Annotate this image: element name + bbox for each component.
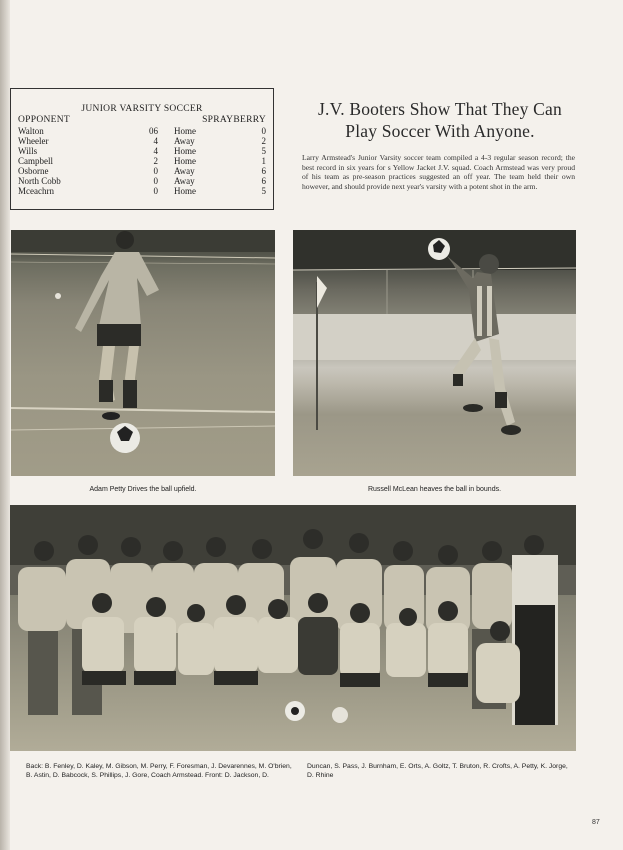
page-number: 87 [592, 819, 600, 826]
game-location: Home [174, 186, 196, 196]
score-row [18, 146, 266, 156]
photo-player-dribbling [11, 230, 275, 476]
headline-line-1: J.V. Booters Show That They Can [318, 99, 562, 119]
opponent-name: Walton [18, 126, 44, 136]
opponent-name: Campbell [18, 156, 53, 166]
opponent-name: Mceachrn [18, 186, 54, 196]
photo-player-dribbling-art [11, 230, 275, 476]
score-row [18, 156, 266, 166]
score-table-title: JUNIOR VARSITY SOCCER [81, 104, 203, 114]
caption-photo-2: Russell McLean heaves the ball in bounds. [367, 486, 502, 493]
headline-line-2: Play Soccer With Anyone. [345, 121, 535, 141]
sprayberry-score: 6 [261, 166, 266, 176]
score-row [18, 166, 266, 176]
photo-team [10, 505, 576, 751]
sprayberry-score: 2 [261, 136, 266, 146]
opponent-name: Osborne [18, 166, 49, 176]
score-rows [18, 126, 266, 196]
opponent-score: 4 [153, 146, 158, 156]
opponent-score: 0 [153, 166, 158, 176]
opponent-name: Wills [18, 146, 38, 156]
sprayberry-score: 5 [261, 186, 266, 196]
sprayberry-score: 0 [261, 126, 266, 136]
sprayberry-score: 6 [261, 176, 266, 186]
caption-team-names: Back: B. Fenley, D. Kaley, M. Gibson, M. Perry, F. Foresman, J. Devarennes, M. O'brien, B. Astin, D. Babcock, S. Phillips, J. Gore, Coach Armstead. Front: D. Jackson, D. Duncan, S. Pass, J. Burnham, E. Orts, A. Goltz, T. Bruton, R. Crofts, A. Petty, K. Jorge, D. Rhine [26, 763, 568, 779]
opponent-score: 0 [153, 176, 158, 186]
opponent-score: 2 [153, 156, 158, 166]
game-location: Home [174, 146, 196, 156]
headline [295, 98, 585, 142]
page-gutter [0, 0, 10, 850]
caption-photo-1: Adam Petty Drives the ball upfield. [89, 486, 197, 493]
article-body: Larry Armstead's Junior Varsity soccer team compiled a 4-3 regular season record; the best record in six years for s Yellow Jacket J.V. squad. Coach Armstead was very proud of his team as pre-season practices suggested an off year. The team held their own however, and should provide next year's varsity with a potent shot in the arm. [302, 153, 575, 191]
opponent-score: 06 [149, 126, 158, 136]
sprayberry-score: 1 [261, 156, 266, 166]
opponent-name: North Cobb [18, 176, 61, 186]
game-location: Home [174, 156, 196, 166]
score-row [18, 126, 266, 136]
game-location: Away [174, 136, 195, 146]
opponent-score: 0 [153, 186, 158, 196]
photo-player-throw-in [293, 230, 576, 476]
score-row [18, 186, 266, 196]
score-table [10, 88, 274, 210]
score-header-opponent: OPPONENT [18, 115, 71, 125]
game-location: Away [174, 176, 195, 186]
photo-player-throw-in-art [293, 230, 576, 476]
game-location: Home [174, 126, 196, 136]
score-row [18, 176, 266, 186]
sprayberry-score: 5 [261, 146, 266, 156]
game-location: Away [174, 166, 195, 176]
photo-team-art [10, 505, 576, 751]
score-header-sprayberry: SPRAYBERRY [202, 115, 266, 125]
opponent-score: 4 [153, 136, 158, 146]
score-row [18, 136, 266, 146]
opponent-name: Wheeler [18, 136, 49, 146]
